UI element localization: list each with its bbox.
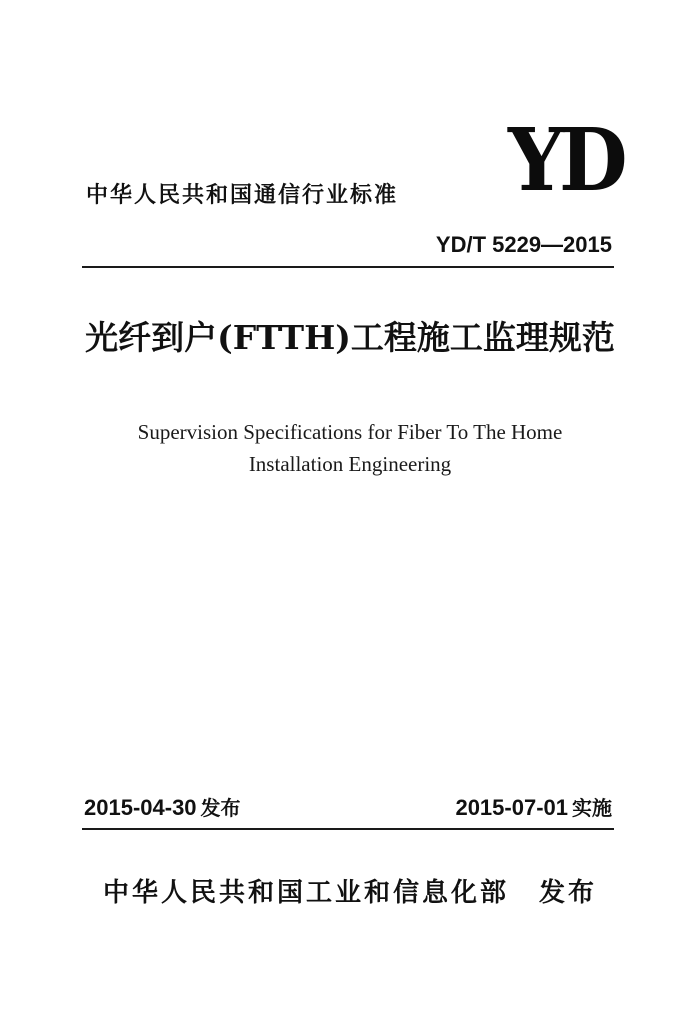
document-title-chinese: 光纤到户(FTTH)工程施工监理规范 bbox=[85, 318, 615, 357]
issue-date bbox=[84, 792, 241, 821]
yd-logo: YD bbox=[508, 110, 623, 211]
effective-date-label: 实施 bbox=[572, 796, 612, 820]
standard-category: 中华人民共和国通信行业标准 bbox=[86, 183, 399, 208]
standard-number: YD/T 5229—2015 bbox=[435, 232, 612, 257]
english-title-line-2: Installation Engineering bbox=[248, 452, 452, 476]
issue-date-label: 发布 bbox=[200, 796, 241, 820]
effective-date bbox=[455, 792, 612, 821]
english-title-line-1: Supervision Specifications for Fiber To The Home bbox=[137, 420, 563, 444]
bottom-divider bbox=[82, 828, 614, 830]
issuer-action: 发布 bbox=[539, 878, 598, 908]
top-divider bbox=[82, 266, 614, 268]
issue-date-value: 2015-04-30 bbox=[84, 795, 197, 820]
issuer-name: 中华人民共和国工业和信息化部 bbox=[102, 878, 509, 908]
document-title-english bbox=[0, 416, 700, 480]
issuing-authority bbox=[0, 872, 700, 909]
effective-date-value: 2015-07-01 bbox=[455, 795, 568, 820]
